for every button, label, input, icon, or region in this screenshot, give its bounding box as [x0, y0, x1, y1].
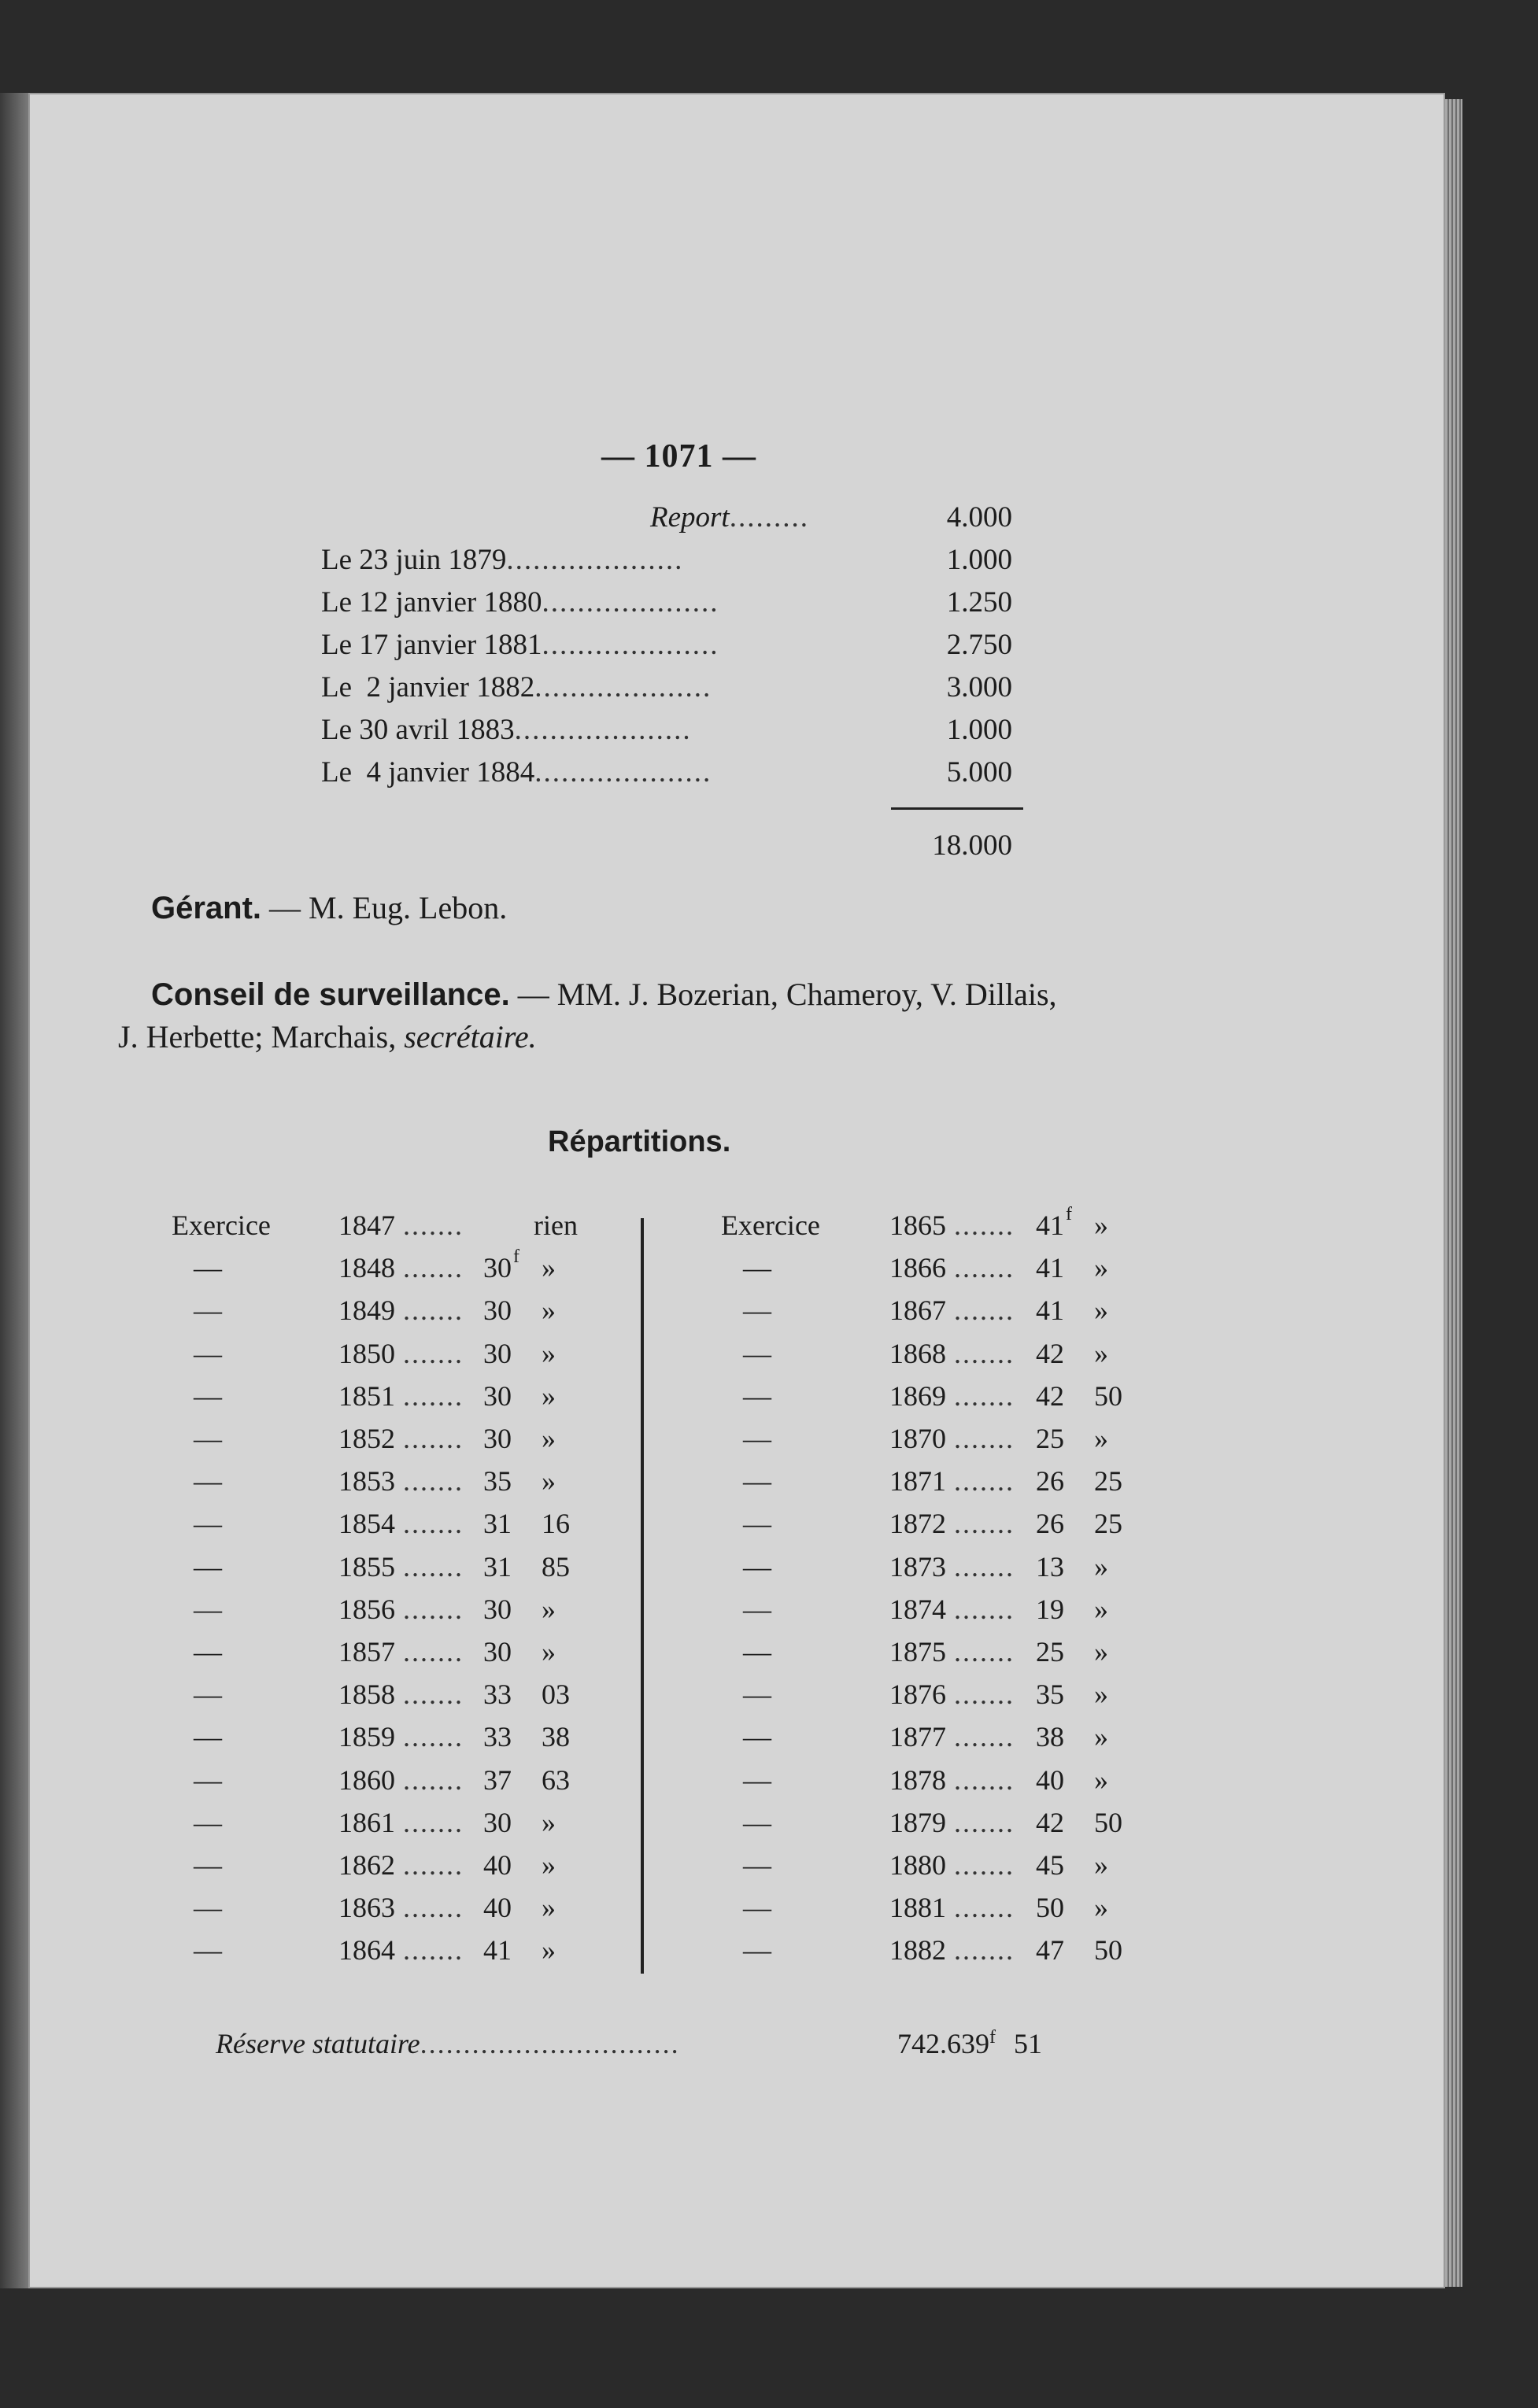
- ledger-row-amount: 5.000: [946, 756, 1012, 789]
- repartition-row: [721, 1464, 1162, 1507]
- repartition-cents: 50: [1094, 1934, 1122, 1967]
- dot-leader: ....................: [534, 756, 712, 789]
- repartition-cents: 85: [542, 1550, 570, 1583]
- repartition-value: 42: [1036, 1337, 1064, 1369]
- repartition-row: [172, 1933, 612, 1976]
- repartition-prefix: —: [743, 1379, 771, 1412]
- repartition-cents: »: [542, 1294, 556, 1327]
- repartition-value: 26: [1036, 1465, 1064, 1498]
- page-number: — 1071 —: [601, 438, 756, 475]
- repartition-prefix: —: [194, 1764, 222, 1796]
- repartition-cents: »: [1094, 1764, 1108, 1796]
- repartition-value: 35: [483, 1465, 512, 1498]
- dot-leader: .......: [954, 1550, 1015, 1583]
- repartition-row: [172, 1209, 612, 1251]
- column-divider: [641, 1218, 644, 1974]
- repartition-prefix: —: [194, 1550, 222, 1583]
- repartition-year: 1873: [889, 1550, 946, 1583]
- ledger-row: [321, 713, 1012, 755]
- dot-leader: .......: [403, 1294, 464, 1327]
- dot-leader: .......: [403, 1423, 464, 1454]
- repartition-value: 30: [483, 1379, 512, 1412]
- repartition-value: 38: [1036, 1721, 1064, 1753]
- repartition-cents: »: [542, 1934, 556, 1967]
- repartition-year: 1878: [889, 1764, 946, 1796]
- repartition-prefix: —: [743, 1337, 771, 1369]
- repartition-cents: »: [1094, 1849, 1108, 1881]
- repartition-prefix: —: [743, 1679, 771, 1711]
- repartition-row: [721, 1635, 1162, 1678]
- repartition-cents: »: [542, 1806, 556, 1838]
- repartition-cents: »: [542, 1593, 556, 1625]
- repartition-year: 1855: [338, 1550, 395, 1583]
- ledger-row-label: Le 2 janvier 1882: [321, 671, 535, 704]
- ledger-row-label: Le 12 janvier 1880: [321, 586, 542, 619]
- repartition-prefix: —: [194, 1593, 222, 1625]
- report-amount: 4.000: [946, 501, 1012, 534]
- ledger-row-amount: 3.000: [946, 671, 1012, 704]
- repartition-prefix: —: [194, 1379, 222, 1412]
- dot-leader: .......: [403, 1679, 464, 1711]
- repartition-year: 1866: [889, 1252, 946, 1284]
- repartition-value: 33: [483, 1679, 512, 1711]
- total-amount: 18.000: [932, 829, 1012, 862]
- dot-leader: ....................: [542, 629, 719, 661]
- repartition-cents: 03: [542, 1679, 570, 1711]
- repartition-row: [172, 1720, 612, 1763]
- dot-leader: ....................: [534, 671, 712, 704]
- repartition-unit: f: [513, 1246, 519, 1268]
- dot-leader: .......: [403, 1849, 464, 1881]
- repartition-year: 1849: [338, 1294, 395, 1327]
- binding-shadow: [0, 93, 28, 2288]
- repartition-value: 30: [483, 1423, 512, 1454]
- dot-leader: .......: [403, 1636, 464, 1668]
- repartition-cents: »: [1094, 1593, 1108, 1625]
- repartition-cents: »: [1094, 1679, 1108, 1711]
- repartition-cents: »: [542, 1849, 556, 1881]
- repartition-cents: »: [542, 1379, 556, 1412]
- repartition-year: 1863: [338, 1892, 395, 1924]
- repartition-row: [721, 1764, 1162, 1806]
- repartition-year: 1857: [338, 1636, 395, 1668]
- repartition-value: 41: [1036, 1252, 1064, 1284]
- repartition-prefix: —: [194, 1679, 222, 1711]
- conseil-line-1: [151, 976, 1057, 1013]
- repartition-value: 41: [1036, 1294, 1064, 1327]
- repartition-cents: 16: [542, 1508, 570, 1540]
- repartition-prefix: —: [194, 1892, 222, 1924]
- repartition-cents: »: [542, 1465, 556, 1498]
- ledger-row: [321, 755, 1012, 798]
- repartition-prefix: Exercice: [172, 1210, 271, 1241]
- repartition-year: 1861: [338, 1806, 395, 1838]
- repartition-year: 1848: [338, 1252, 395, 1284]
- repartition-value: 13: [1036, 1550, 1064, 1583]
- repartition-row: [172, 1806, 612, 1848]
- repartition-cents: »: [1094, 1550, 1108, 1583]
- repartition-value: rien: [534, 1210, 578, 1241]
- repartition-prefix: —: [194, 1337, 222, 1369]
- repartition-value: 30: [483, 1337, 512, 1369]
- repartition-year: 1874: [889, 1593, 946, 1625]
- dot-leader: .......: [403, 1550, 464, 1583]
- dot-leader: .......: [403, 1252, 464, 1284]
- ledger-row-label: Le 4 janvier 1884: [321, 756, 535, 789]
- report-label: Report: [650, 501, 730, 534]
- repartition-cents: »: [1094, 1337, 1108, 1369]
- repartition-row: [721, 1379, 1162, 1422]
- ledger-row: [321, 585, 1012, 628]
- repartition-value: 30: [483, 1294, 512, 1327]
- repartition-prefix: —: [743, 1721, 771, 1753]
- dot-leader: .......: [954, 1764, 1015, 1796]
- repartition-value: 26: [1036, 1508, 1064, 1540]
- repartition-row: [172, 1422, 612, 1464]
- repartition-row: [721, 1891, 1162, 1933]
- repartition-cents: »: [1094, 1423, 1108, 1454]
- repartition-year: 1864: [338, 1934, 395, 1967]
- dot-leader: .......: [954, 1508, 1015, 1540]
- reserve-cents: 51: [1014, 2028, 1042, 2059]
- repartition-cents: »: [542, 1892, 556, 1924]
- repartition-value: 30: [483, 1636, 512, 1668]
- repartition-year: 1867: [889, 1294, 946, 1327]
- repartition-prefix: —: [743, 1636, 771, 1668]
- repartition-cents: »: [542, 1636, 556, 1668]
- dot-leader: .......: [954, 1294, 1015, 1327]
- repartition-prefix: —: [743, 1465, 771, 1498]
- repartition-prefix: —: [194, 1423, 222, 1454]
- repartition-cents: »: [1094, 1294, 1108, 1327]
- repartition-prefix: —: [194, 1721, 222, 1753]
- repartition-cents: »: [542, 1423, 556, 1454]
- repartition-year: 1852: [338, 1423, 395, 1454]
- repartition-row: [172, 1678, 612, 1720]
- dot-leader: ....................: [506, 544, 684, 576]
- repartition-prefix: Exercice: [721, 1210, 820, 1241]
- total-rule: [891, 807, 1023, 810]
- repartition-year: 1854: [338, 1508, 395, 1540]
- repartition-value: 41: [483, 1934, 512, 1967]
- repartition-cents: »: [1094, 1892, 1108, 1924]
- repartition-cents: »: [1094, 1636, 1108, 1668]
- ledger-row: [321, 543, 1012, 585]
- repartition-cents: »: [542, 1337, 556, 1369]
- dot-leader: .......: [954, 1379, 1015, 1412]
- repartition-prefix: —: [743, 1593, 771, 1625]
- page-stack-edge: [1445, 99, 1462, 2287]
- dot-leader: .......: [954, 1679, 1015, 1711]
- ledger-row-label: Le 17 janvier 1881: [321, 629, 542, 661]
- repartition-row: [721, 1678, 1162, 1720]
- repartition-row: [172, 1379, 612, 1422]
- repartition-value: 31: [483, 1550, 512, 1583]
- repartition-value: 40: [1036, 1764, 1064, 1796]
- repartition-prefix: —: [194, 1252, 222, 1284]
- repartition-year: 1860: [338, 1764, 395, 1796]
- repartition-value: 37: [483, 1764, 512, 1796]
- repartition-prefix: —: [743, 1849, 771, 1881]
- repartition-value: 25: [1036, 1423, 1064, 1454]
- repartition-year: 1869: [889, 1379, 946, 1412]
- repartition-row: [721, 1251, 1162, 1294]
- repartition-row: [172, 1507, 612, 1549]
- dot-leader: ..............................: [420, 2028, 680, 2059]
- dot-leader: .......: [403, 1465, 464, 1498]
- repartition-value: 30: [483, 1593, 512, 1625]
- dot-leader: .......: [954, 1210, 1015, 1241]
- ledger-row-amount: 2.750: [946, 629, 1012, 661]
- repartition-prefix: —: [743, 1764, 771, 1796]
- dot-leader: .......: [954, 1593, 1015, 1625]
- repartition-value: 30: [483, 1806, 512, 1838]
- repartition-value: 40: [483, 1849, 512, 1881]
- conseil-text-2: J. Herbette; Marchais,: [118, 1019, 397, 1054]
- repartition-value: 33: [483, 1721, 512, 1753]
- repartition-value: 30: [483, 1252, 512, 1284]
- ledger-row-label: Le 30 avril 1883: [321, 714, 515, 746]
- repartition-year: 1875: [889, 1636, 946, 1668]
- repartition-prefix: —: [194, 1849, 222, 1881]
- ledger-total: [863, 829, 1012, 871]
- dot-leader: .......: [403, 1379, 464, 1412]
- repartition-year: 1856: [338, 1593, 395, 1625]
- repartition-prefix: —: [194, 1934, 222, 1967]
- repartition-prefix: —: [743, 1294, 771, 1327]
- dot-leader: .......: [954, 1252, 1015, 1284]
- repartition-year: 1862: [338, 1849, 395, 1881]
- repartition-cents: »: [542, 1252, 556, 1284]
- reserve-amount-group: [897, 2027, 1042, 2060]
- dot-leader: .......: [954, 1465, 1015, 1498]
- repartition-prefix: —: [743, 1252, 771, 1284]
- repartition-prefix: —: [743, 1806, 771, 1838]
- dot-leader: .......: [954, 1892, 1015, 1924]
- repartition-year: 1865: [889, 1210, 946, 1241]
- repartition-year: 1868: [889, 1337, 946, 1369]
- repartition-row: [721, 1848, 1162, 1891]
- repartition-row: [172, 1764, 612, 1806]
- repartition-value: 25: [1036, 1636, 1064, 1668]
- repartition-row: [721, 1294, 1162, 1336]
- repartition-row: [721, 1720, 1162, 1763]
- repartition-row: [172, 1337, 612, 1379]
- repartition-year: 1879: [889, 1806, 946, 1838]
- repartitions-title: Répartitions.: [548, 1125, 731, 1158]
- repartition-row: [172, 1593, 612, 1635]
- repartition-cents: »: [1094, 1721, 1108, 1753]
- repartition-row: [721, 1806, 1162, 1848]
- ledger-row: [321, 628, 1012, 670]
- repartition-year: 1851: [338, 1379, 395, 1412]
- conseil-line-2: [118, 1018, 537, 1055]
- ledger-row-amount: 1.250: [946, 586, 1012, 619]
- repartition-year: 1858: [338, 1679, 395, 1711]
- ledger-row-label: Le 23 juin 1879: [321, 544, 507, 576]
- dot-leader: ....................: [542, 586, 719, 619]
- repartition-row: [721, 1933, 1162, 1976]
- repartition-value: 47: [1036, 1934, 1064, 1967]
- repartition-value: 40: [483, 1892, 512, 1924]
- conseil-label: Conseil de surveillance.: [151, 977, 510, 1012]
- dot-leader: ....................: [514, 714, 692, 746]
- repartition-year: 1881: [889, 1892, 946, 1924]
- dot-leader: .......: [954, 1337, 1015, 1369]
- repartition-value: 50: [1036, 1892, 1064, 1924]
- dot-leader: .......: [403, 1934, 464, 1967]
- repartition-row: [172, 1464, 612, 1507]
- dot-leader: .......: [403, 1337, 464, 1369]
- reserve-row: [216, 2027, 680, 2060]
- repartition-prefix: —: [743, 1934, 771, 1967]
- reserve-unit: f: [989, 2027, 996, 2048]
- reserve-label: Réserve statutaire: [216, 2028, 420, 2059]
- repartition-cents: »: [1094, 1210, 1108, 1241]
- reserve-amount: 742.639: [897, 2028, 989, 2059]
- repartition-value: 42: [1036, 1806, 1064, 1838]
- dot-leader: .......: [403, 1764, 464, 1796]
- repartition-year: 1876: [889, 1679, 946, 1711]
- repartition-year: 1870: [889, 1423, 946, 1454]
- book-page: [28, 93, 1445, 2288]
- dot-leader: .......: [954, 1721, 1015, 1753]
- repartition-year: 1853: [338, 1465, 395, 1498]
- dot-leader: .......: [954, 1423, 1015, 1454]
- conseil-role: secrétaire.: [404, 1019, 537, 1054]
- repartition-prefix: —: [743, 1508, 771, 1540]
- repartition-row: [721, 1593, 1162, 1635]
- repartition-prefix: —: [743, 1550, 771, 1583]
- repartition-cents: »: [1094, 1252, 1108, 1284]
- repartition-year: 1850: [338, 1337, 395, 1369]
- repartition-prefix: —: [194, 1294, 222, 1327]
- repartition-prefix: —: [194, 1806, 222, 1838]
- gerant-line: [151, 889, 507, 926]
- conseil-text-1: — MM. J. Bozerian, Chameroy, V. Dillais,: [517, 977, 1057, 1012]
- repartition-row: [721, 1550, 1162, 1593]
- dot-leader: .......: [954, 1636, 1015, 1668]
- ledger-row-amount: 1.000: [946, 714, 1012, 746]
- repartition-row: [721, 1507, 1162, 1549]
- gerant-text: — M. Eug. Lebon.: [269, 890, 508, 925]
- repartition-row: [721, 1337, 1162, 1379]
- dot-leader: .......: [954, 1849, 1015, 1881]
- repartition-cents: 25: [1094, 1465, 1122, 1498]
- dot-leader: .......: [954, 1806, 1015, 1838]
- repartition-value: 41: [1036, 1210, 1064, 1241]
- repartition-prefix: —: [194, 1508, 222, 1540]
- dot-leader: .........: [729, 501, 809, 534]
- dot-leader: .......: [403, 1508, 464, 1540]
- repartition-row: [172, 1294, 612, 1336]
- repartition-cents: 38: [542, 1721, 570, 1753]
- dot-leader: .......: [403, 1806, 464, 1838]
- repartition-row: [172, 1891, 612, 1933]
- repartition-row: [172, 1246, 612, 1294]
- repartition-value: 19: [1036, 1593, 1064, 1625]
- repartition-year: 1872: [889, 1508, 946, 1540]
- gerant-label: Gérant.: [151, 891, 262, 925]
- ledger-row-amount: 1.000: [946, 544, 1012, 576]
- repartition-value: 42: [1036, 1379, 1064, 1412]
- repartition-prefix: —: [743, 1892, 771, 1924]
- repartition-cents: 25: [1094, 1508, 1122, 1540]
- repartition-value: 45: [1036, 1849, 1064, 1881]
- dot-leader: .......: [403, 1721, 464, 1753]
- repartition-row: [721, 1204, 1162, 1251]
- repartition-year: 1882: [889, 1934, 946, 1967]
- repartition-cents: 63: [542, 1764, 570, 1796]
- repartition-value: 31: [483, 1508, 512, 1540]
- repartition-prefix: —: [194, 1465, 222, 1498]
- repartition-year: 1859: [338, 1721, 395, 1753]
- dot-leader: .......: [954, 1934, 1015, 1967]
- repartition-year: 1871: [889, 1465, 946, 1498]
- repartition-prefix: —: [194, 1636, 222, 1668]
- repartition-row: [172, 1635, 612, 1678]
- repartition-year: 1880: [889, 1849, 946, 1881]
- ledger-row: [321, 670, 1012, 713]
- dot-leader: .......: [403, 1210, 464, 1241]
- repartition-cents: 50: [1094, 1806, 1122, 1838]
- repartition-row: [172, 1550, 612, 1593]
- repartition-value: 35: [1036, 1679, 1064, 1711]
- repartition-prefix: —: [743, 1423, 771, 1454]
- repartition-cents: 50: [1094, 1379, 1122, 1412]
- repartition-year: 1847: [338, 1210, 395, 1241]
- repartition-row: [172, 1848, 612, 1891]
- repartition-unit: f: [1066, 1204, 1072, 1224]
- repartition-row: [721, 1422, 1162, 1464]
- dot-leader: .......: [403, 1593, 464, 1625]
- ledger-report-row: [650, 500, 1012, 543]
- repartition-year: 1877: [889, 1721, 946, 1753]
- dot-leader: .......: [403, 1892, 464, 1924]
